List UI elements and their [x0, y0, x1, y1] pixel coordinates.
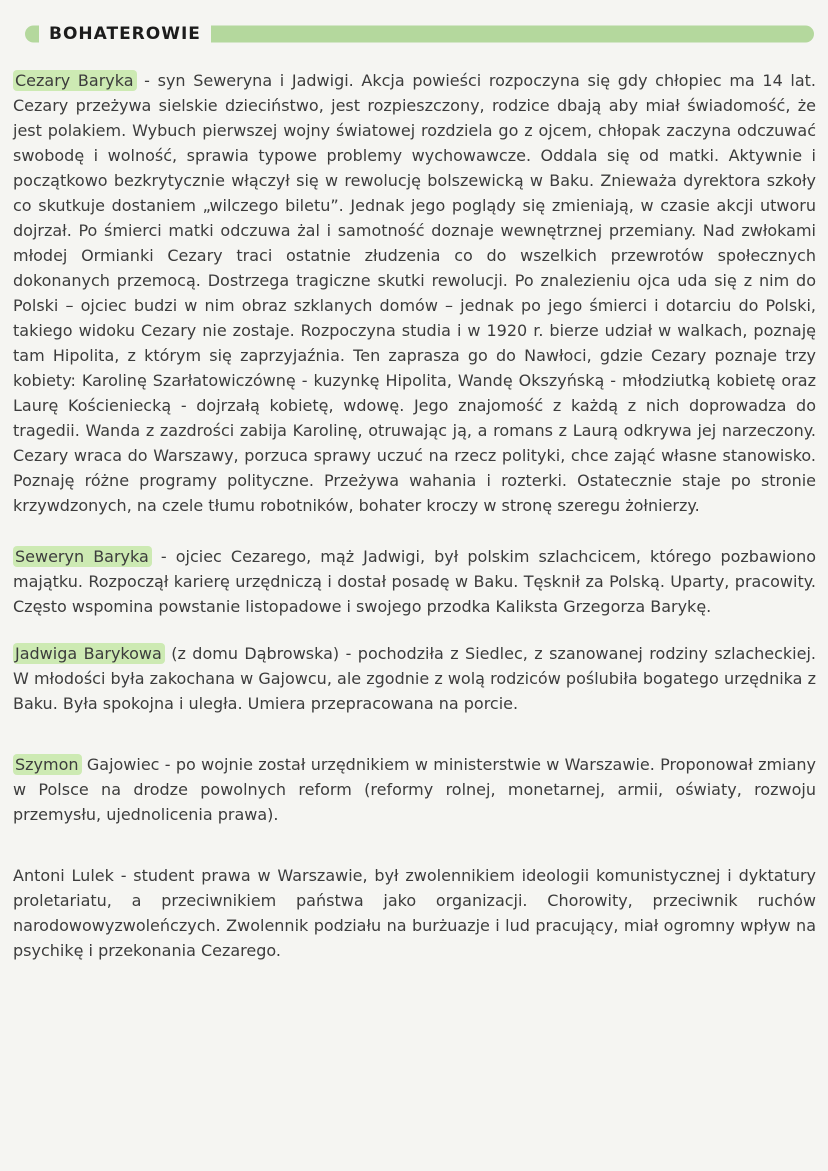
character-paragraph-szymon-gajowiec — [13, 752, 816, 827]
paragraph-text: - syn Seweryna i Jadwigi. Akcja powieści rozpoczyna się gdy chłopiec ma 14 lat. Cezary przeżywa sielskie dzieciństwo, jest rozpieszczony, rodzice dbają aby miał świadomość, że jest polakiem. Wybuch pierwszej wojny światowej rozdziela go z ojcem, chłopak zaczyna odczuwać swobodę i wolność, sprawia typowe problemy wychowawcze. Oddala się od matki. Aktywnie i początkowo bezkrytycznie włączył się w rewolucję bolszewicką w Baku. Znieważa dyrektora szkoły co skutkuje dostaniem „wilczego biletu”. Jednak jego poglądy się zmieniają, w czasie akcji utworu dojrzał. Po śmierci matki odczuwa żal i samotność doznaje wewnętrznej przemiany. Nad zwłokami młodej Ormianki Cezary traci ostatnie złudzenia co do wszelkich przewrotów społecznych dokonanych przemocą. Dostrzega tragiczne skutki rewolucji. Po znalezieniu ojca uda się z nim do Polski – ojciec budzi w nim obraz szklanych domów – jednak po jego śmierci i dotarciu do Polski, takiego widoku Cezary nie zostaje. Rozpoczyna studia i w 1920 r. bierze udział w walkach, poznaję tam Hipolita, z którym się zaprzyjaźnia. Ten zaprasza go do Nawłoci, gdzie Cezary poznaje trzy kobiety: Karolinę Szarłatowiczównę - kuzynkę Hipolita, Wandę Okszyńską - młodziutką kobietę oraz Laurę Kościeniecką - dojrzałą kobietę, wdowę. Jego znajomość z każdą z nich doprowadza do tragedii. Wanda z zazdrości zabija Karolinę, otruwając ją, a romans z Laurą odkrywa jej narzeczony. Cezary wraca do Warszawy, porzuca sprawy uczuć na rzecz polityki, chce zająć własne stanowisko. Poznaję różne programy polityczne. Przeżywa wahania i rozterki. Ostatecznie staje po stronie krzywdzonych, na czele tłumu robotników, bohater kroczy w stronę szeregu żołnierzy. — [13, 71, 816, 515]
character-name-highlight: Jadwiga Barykowa — [13, 643, 165, 664]
character-name-highlight: Szymon — [13, 754, 82, 775]
paragraph-text: Gajowiec - po wojnie został urzędnikiem w ministerstwie w Warszawie. Proponował zmiany w Polsce na drodze powolnych reform (reformy rolnej, monetarnej, armii, oświaty, rozwoju przemysłu, ujednolicenia prawa). — [13, 755, 816, 824]
character-name-highlight: Cezary Baryka — [13, 70, 137, 91]
character-paragraph-seweryn-baryka — [13, 544, 816, 619]
paragraph-text: Antoni Lulek - student prawa w Warszawie, był zwolennikiem ideologii komunistycznej i dyktatury proletariatu, a przeciwnikiem państwa jako organizacji. Chorowity, przeciwnik ruchów narodowowyzwoleńczych. Zwolennik podziału na burżuazje i lud pracujący, miał ogromny wpływ na psychikę i przekonania Cezarego. — [13, 866, 816, 960]
page-title: BOHATEROWIE — [39, 22, 211, 46]
character-paragraph-antoni-lulek — [13, 863, 816, 963]
paragraph-text: (z domu Dąbrowska) - pochodziła z Siedlec, z szanowanej rodziny szlacheckiej. W młodości była zakochana w Gajowcu, ale zgodnie z wolą rodziców poślubiła bogatego urzędnika z Baku. Była spokojna i uległa. Umiera przepracowana na porcie. — [13, 644, 817, 713]
character-paragraph-cezary-baryka — [13, 68, 816, 518]
paragraph-text: - ojciec Cezarego, mąż Jadwigi, był polskim szlachcicem, którego pozbawiono majątku. Rozpoczął karierę urzędniczą i dostał posadę w Baku. Tęsknił za Polską. Uparty, pracowity. Często wspomina powstanie listopadowe i swojego przodka Kaliksta Grzegorza Barykę. — [13, 547, 816, 616]
page-header — [25, 20, 814, 48]
content — [13, 68, 816, 963]
character-paragraph-jadwiga-barykowa — [13, 641, 816, 716]
character-name-highlight: Seweryn Baryka — [13, 546, 152, 567]
